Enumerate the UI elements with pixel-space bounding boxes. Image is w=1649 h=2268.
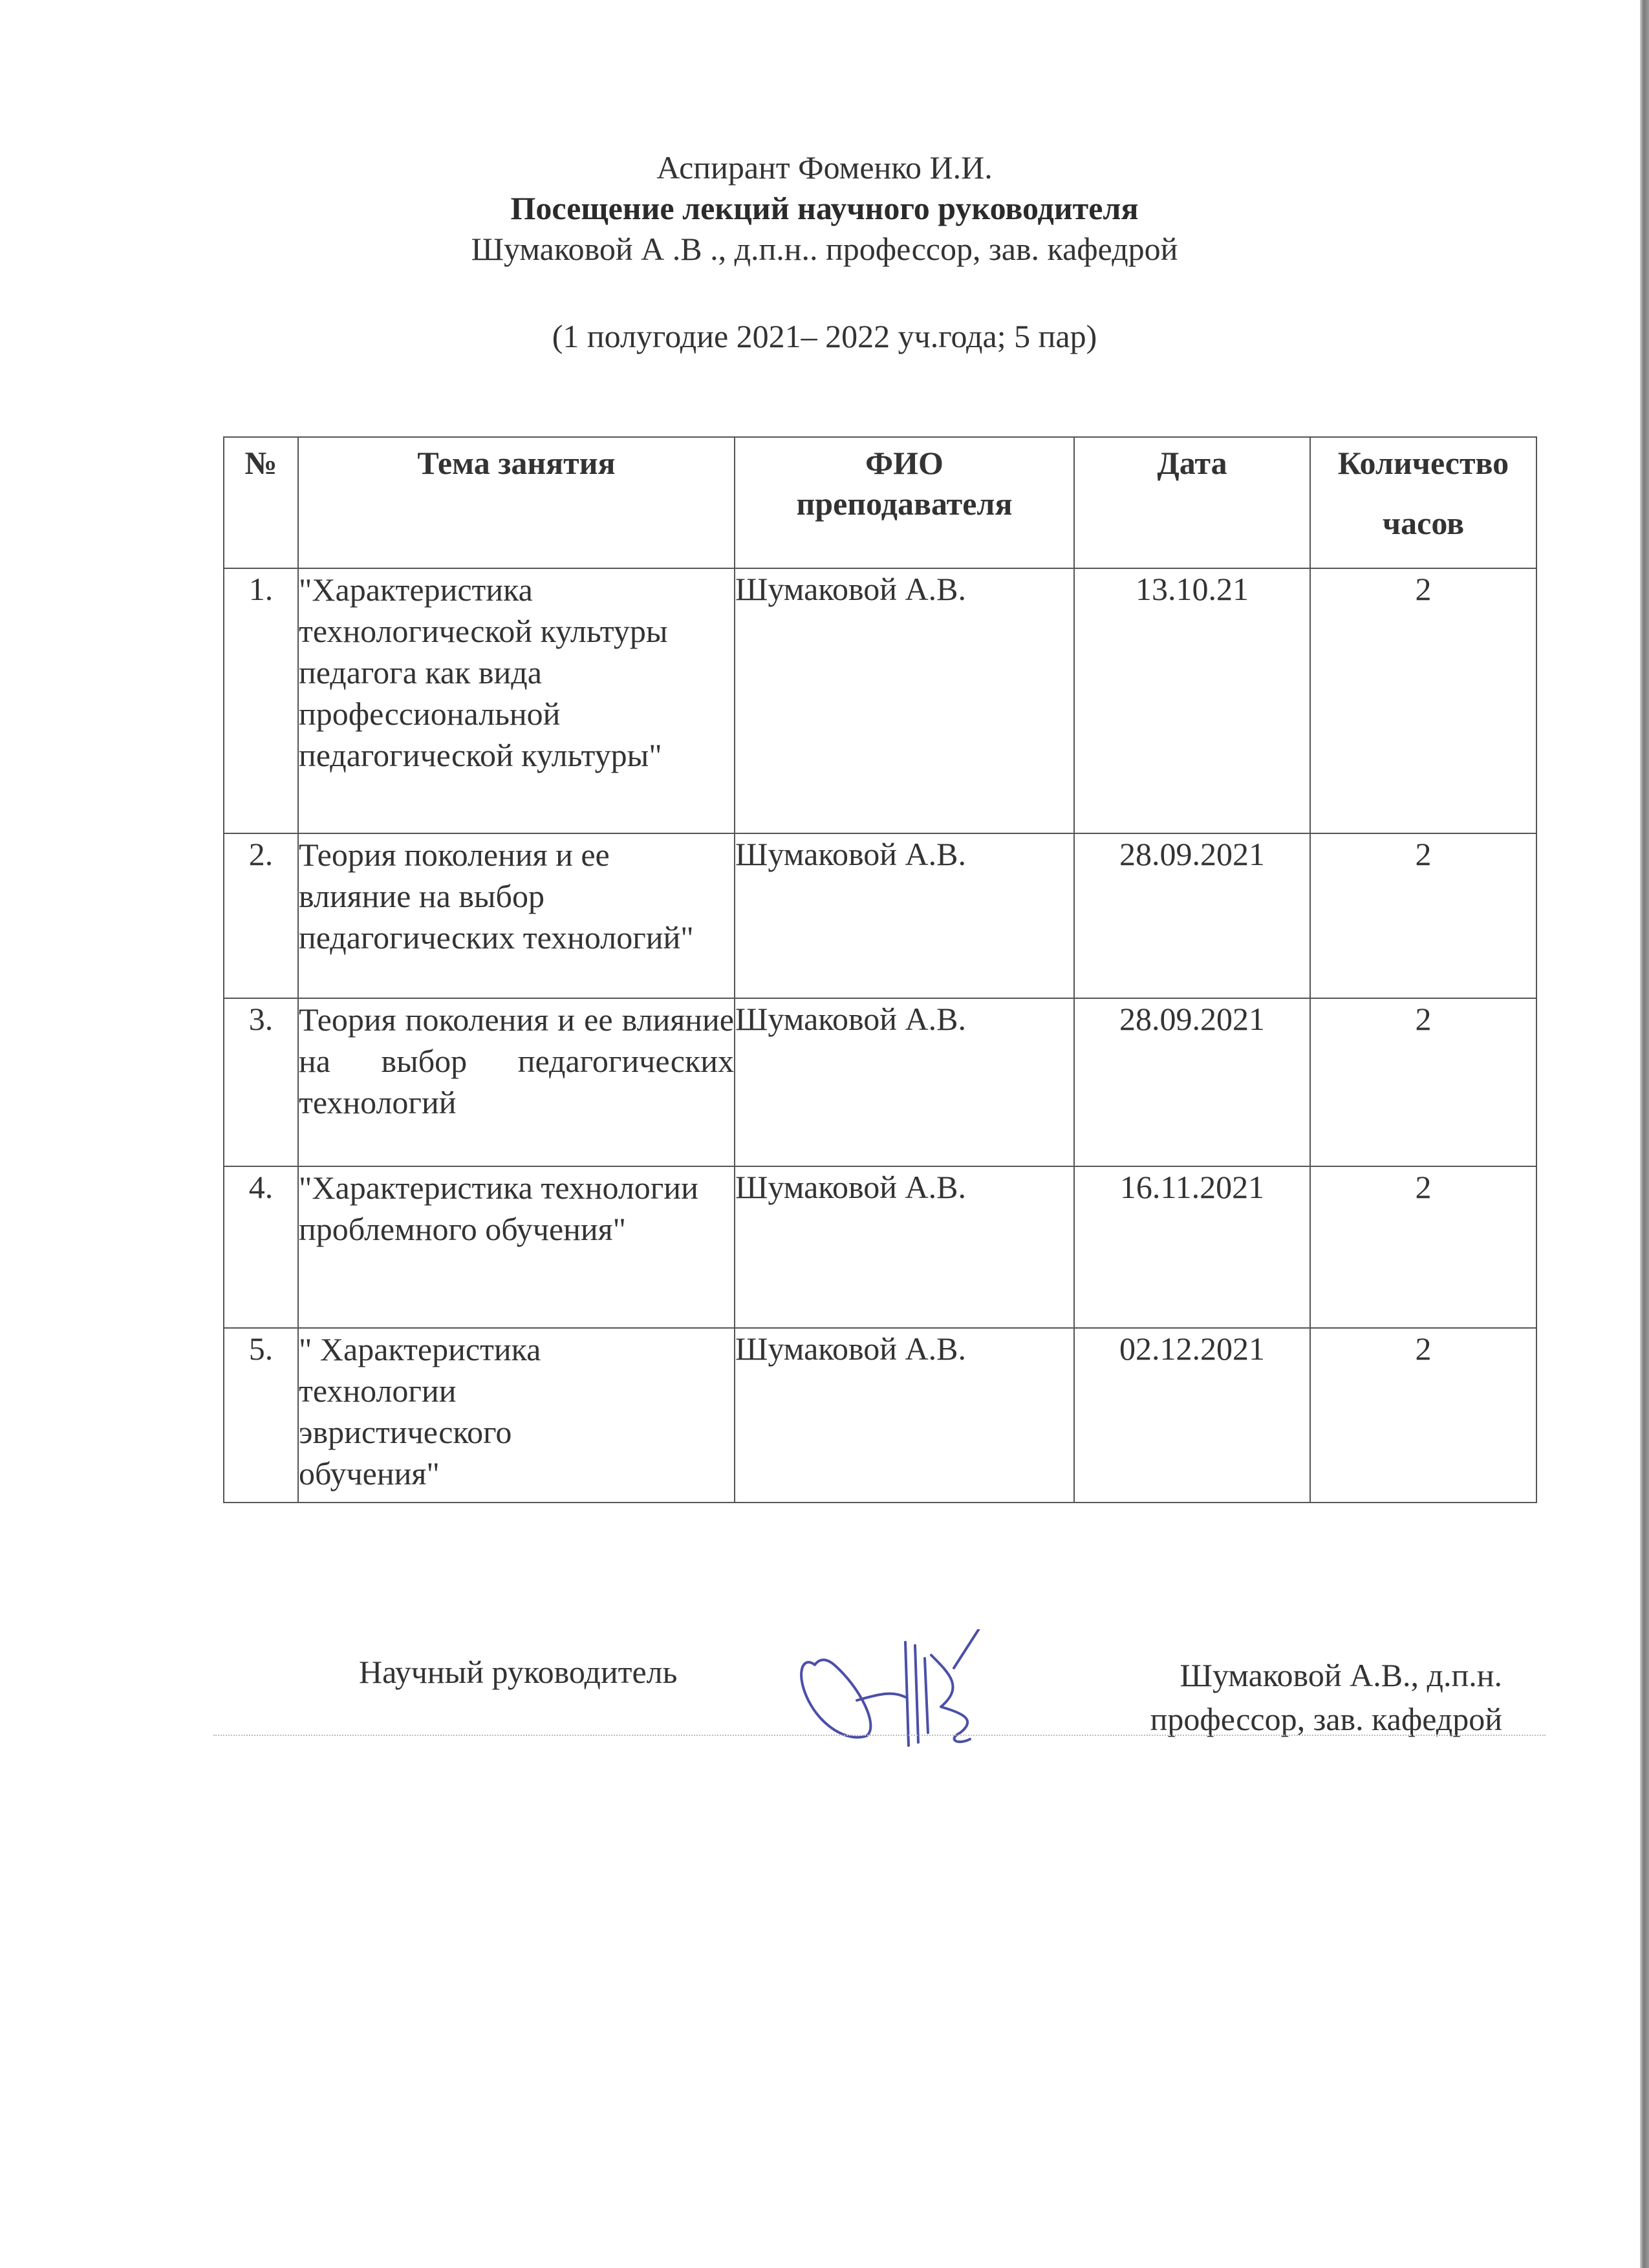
supervisor-signature-name (1150, 1653, 1502, 1741)
supervisor-line: Шумаковой А .В ., д.п.н.. профессор, зав. кафедрой (471, 231, 1178, 267)
row-topic: " Характеристика технологии эвристического обучения" (298, 1328, 735, 1503)
row-num: 1. (224, 568, 298, 833)
period-line: (1 полугодие 2021– 2022 уч.года; 5 пар) (552, 318, 1097, 354)
row-topic: "Характеристика технологии проблемного обучения" (298, 1166, 735, 1328)
column-header-date: Дата (1074, 437, 1310, 568)
row-teacher: Шумаковой А.В. (735, 1166, 1074, 1328)
supervisor-name-line2: профессор, зав. кафедрой (1150, 1701, 1502, 1737)
row-num: 3. (224, 998, 298, 1166)
column-header-hours-line1: Количество (1337, 445, 1509, 481)
row-date: 28.09.2021 (1074, 833, 1310, 998)
row-teacher: Шумаковой А.В. (735, 1328, 1074, 1503)
column-header-num: № (224, 437, 298, 568)
row-hours: 2 (1310, 998, 1536, 1166)
lectures-table (223, 436, 1537, 1503)
table-row (224, 1166, 1536, 1328)
row-date: 16.11.2021 (1074, 1166, 1310, 1328)
row-hours: 2 (1310, 833, 1536, 998)
document-title: Посещение лекций научного руководителя (510, 190, 1139, 226)
row-hours: 2 (1310, 568, 1536, 833)
row-date: 28.09.2021 (1074, 998, 1310, 1166)
row-hours: 2 (1310, 1328, 1536, 1503)
row-teacher: Шумаковой А.В. (735, 998, 1074, 1166)
row-topic: Теория поколения и ее влияние на выбор педагогических технологий" (298, 833, 735, 998)
supervisor-name-line1: Шумаковой А.В., д.п.н. (1180, 1657, 1502, 1693)
row-topic: Теория поколения и ее влияние на выбор педагогических технологий (298, 998, 735, 1166)
row-num: 5. (224, 1328, 298, 1503)
table-header-row (224, 437, 1536, 568)
column-header-topic: Тема занятия (298, 437, 735, 568)
row-num: 4. (224, 1166, 298, 1328)
row-date: 13.10.21 (1074, 568, 1310, 833)
column-header-teacher-line1: ФИО (865, 445, 943, 481)
row-topic: "Характеристика технологической культуры педагога как вида профессиональной педагогической культуры" (298, 568, 735, 833)
table-row (224, 833, 1536, 998)
column-header-teacher (735, 437, 1074, 568)
signature-baseline-divider (213, 1735, 1546, 1738)
row-hours: 2 (1310, 1166, 1536, 1328)
row-teacher: Шумаковой А.В. (735, 568, 1074, 833)
row-teacher: Шумаковой А.В. (735, 833, 1074, 998)
column-header-hours-line2: часов (1382, 505, 1465, 541)
column-header-hours (1310, 437, 1536, 568)
column-header-teacher-line2: преподавателя (796, 486, 1013, 522)
table-row (224, 998, 1536, 1166)
student-name: Аспирант Фоменко И.И. (656, 149, 993, 186)
document-header (0, 147, 1649, 357)
row-num: 2. (224, 833, 298, 998)
table-row (224, 1328, 1536, 1503)
signature-label: Научный руководитель (359, 1654, 678, 1690)
handwritten-signature-icon (795, 1629, 1086, 1759)
row-date: 02.12.2021 (1074, 1328, 1310, 1503)
table-row (224, 568, 1536, 833)
